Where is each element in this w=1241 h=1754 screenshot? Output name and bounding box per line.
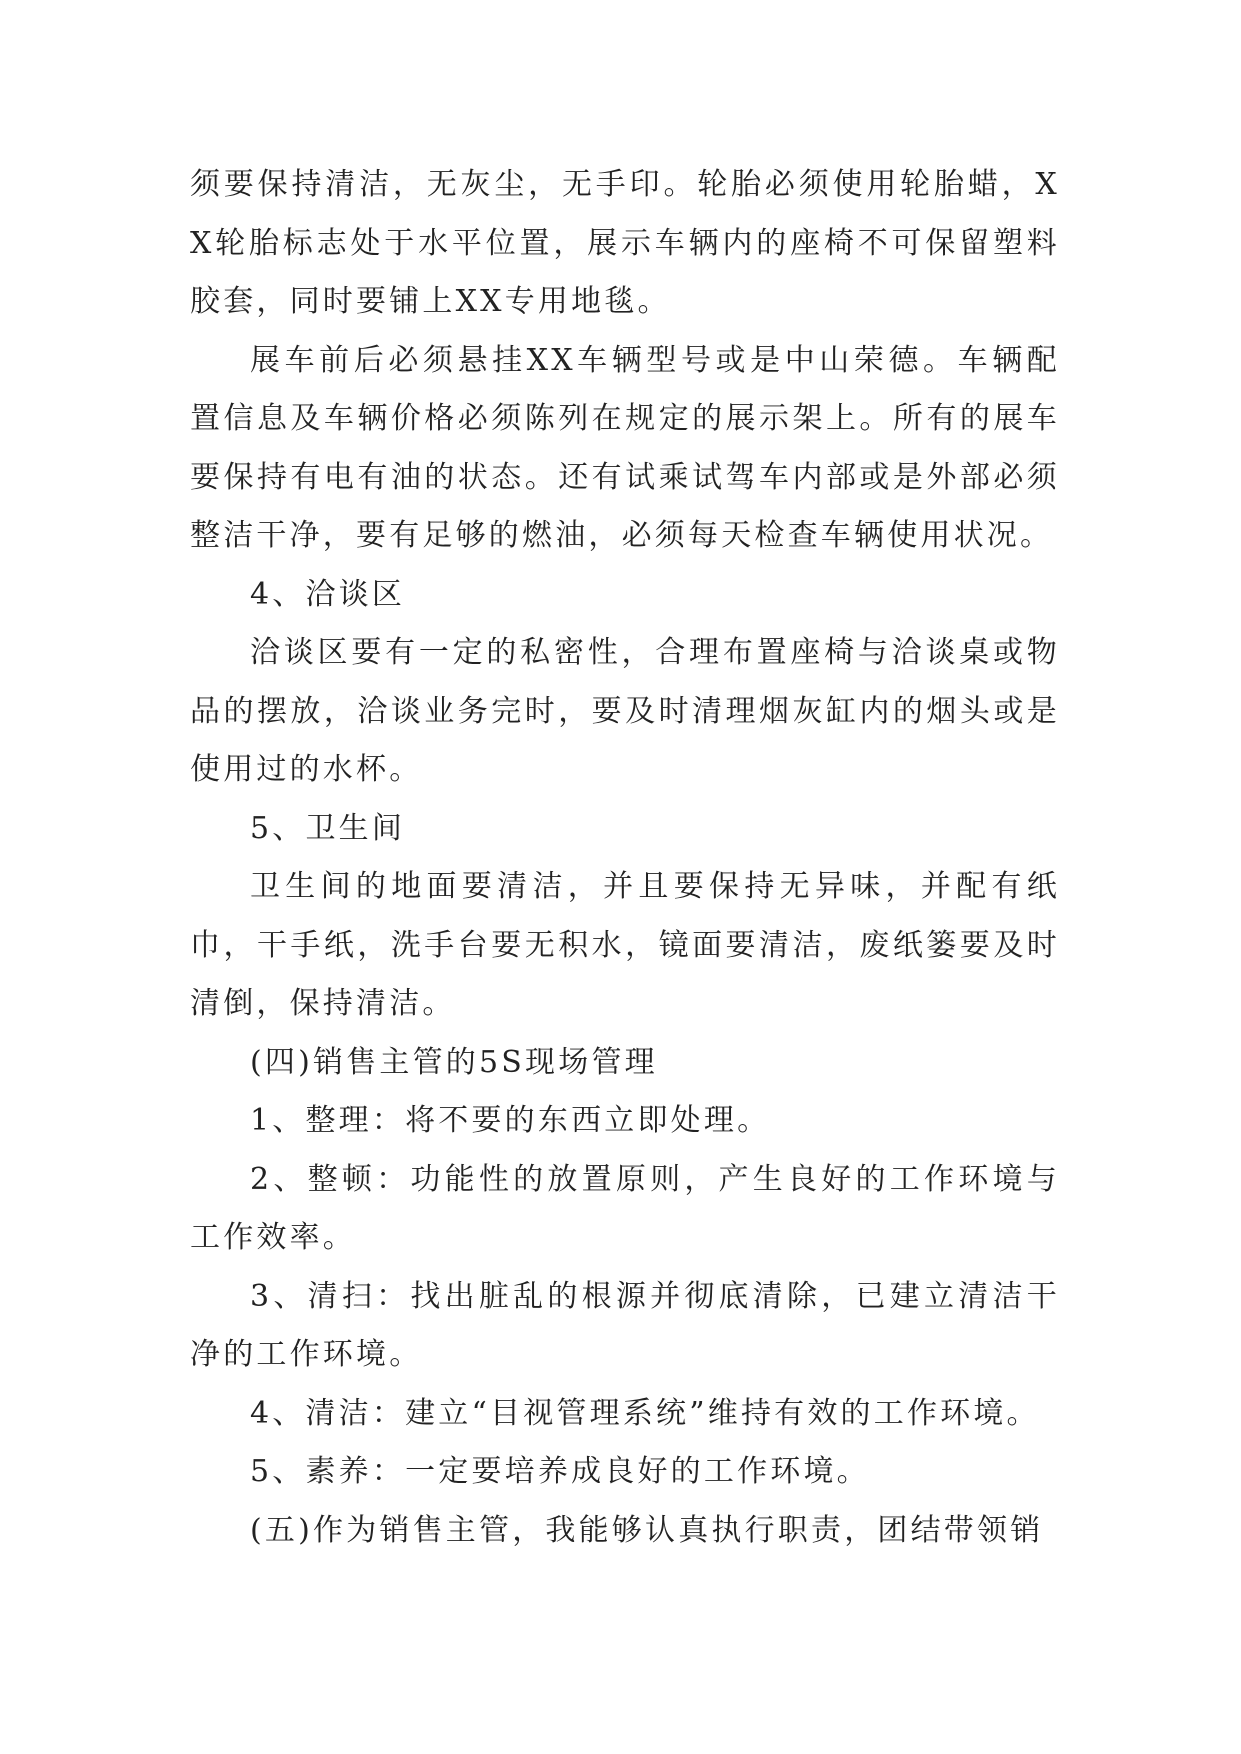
document-body <box>190 156 1060 1560</box>
list-item: 5、素养：一定要培养成良好的工作环境。 <box>250 1454 870 1489</box>
paragraph: 卫生间的地面要清洁，并且要保持无异味，并配有纸巾，干手纸，洗手台要无积水，镜面要清洁，废纸篓要及时清倒，保持清洁。 <box>190 869 1060 1021</box>
list-item: 1、整理：将不要的东西立即处理。 <box>250 1103 771 1138</box>
list-item: 2、整顿：功能性的放置原则，产生良好的工作环境与工作效率。 <box>190 1161 1060 1255</box>
paragraph: 展车前后必须悬挂XX车辆型号或是中山荣德。车辆配置信息及车辆价格必须陈列在规定的展示架上。所有的展车要保持有电有油的状态。还有试乘试驾车内部或是外部必须整洁干净，要有足够的燃油，必须每天检查车辆使用状况。 <box>190 342 1060 553</box>
section-heading: (四)销售主管的5S现场管理 <box>250 1044 658 1080</box>
list-item: 4、清洁：建立“目视管理系统”维持有效的工作环境。 <box>250 1395 1040 1431</box>
list-item: 3、清扫：找出脏乱的根源并彻底清除，已建立清洁干净的工作环境。 <box>190 1278 1060 1372</box>
paragraph: (五)作为销售主管，我能够认真执行职责，团结带领销 <box>250 1512 1044 1548</box>
section-heading: 4、洽谈区 <box>250 576 406 612</box>
section-heading: 5、卫生间 <box>250 810 406 846</box>
paragraph: 须要保持清洁，无灰尘，无手印。轮胎必须使用轮胎蜡，XX轮胎标志处于水平位置，展示车辆内的座椅不可保留塑料胶套，同时要铺上XX专用地毯。 <box>190 167 1060 319</box>
paragraph: 洽谈区要有一定的私密性，合理布置座椅与洽谈桌或物品的摆放，洽谈业务完时，要及时清理烟灰缸内的烟头或是使用过的水杯。 <box>190 635 1060 787</box>
